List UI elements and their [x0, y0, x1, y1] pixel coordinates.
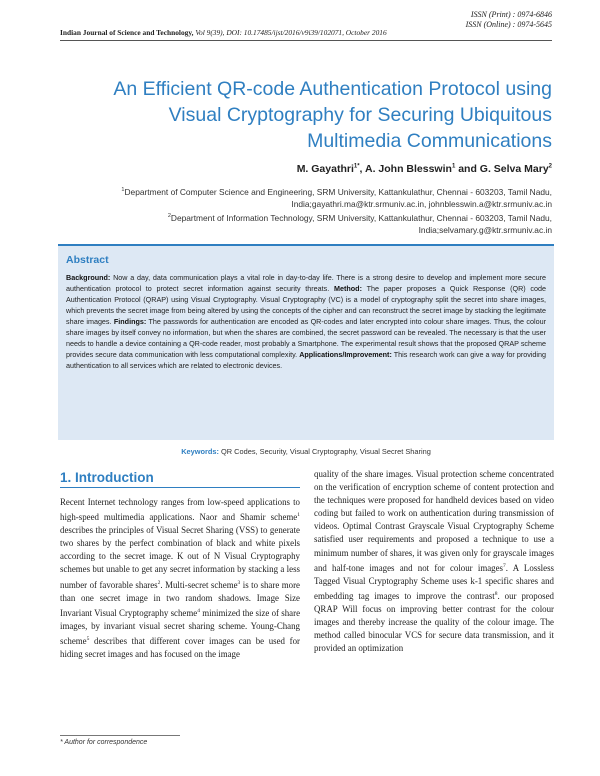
author-name: M. Gayathri: [296, 163, 354, 175]
keywords-line: [58, 447, 554, 456]
paper-title: An Efficient QR-code Authentication Protocol using Visual Cryptography for Securing Ubiquitous Multimedia Communications: [113, 78, 552, 152]
journal-name: Indian Journal of Science and Technology,: [60, 28, 194, 37]
citation-mark: 7: [503, 562, 506, 569]
issn-online: ISSN (Online) : 0974-5645: [465, 20, 552, 29]
citation-mark: 1: [297, 512, 300, 519]
affiliation-1: [112, 184, 552, 210]
intro-text: describes the principles of Visual Secret Sharing (VSS) to generate two shares by the perfect combination of black and white pixels according to the secret image. K out of N Visual Cryptography schemes but unable to get any secret information by stacking a less number of favorable shares: [60, 525, 300, 590]
author-mark: 1*: [353, 163, 360, 170]
abstract-body: [66, 272, 546, 371]
method-text: The paper proposes a Quick Response (QR) code Authentication Protocol (QRAP) using Visual Cryptography. Visual Cryptography (VC) is a model of cryptography split the secret into share images, which prevents the secret image from being altered by using the concepts of the cipher and can reconstruct the secret image by stacking the legitimate share images.: [66, 284, 546, 326]
affil-text: Department of Computer Science and Engineering, SRM University, Kattankulathur, Chennai - 603203, Tamil Nadu, India;gayathri.ma@ktr.srmuniv.ac.in, johnblesswin.a@ktr.srmuniv.ac.in: [124, 186, 552, 209]
journal-citation: [60, 28, 460, 37]
affil-mark: 2: [167, 212, 171, 219]
intro-text: . A Lossless Tagged Visual Cryptography Scheme uses k-1 specific shares and embedding tag images to improve the contrast: [314, 562, 554, 601]
intro-text: Recent Internet technology ranges from low-speed applications to high-speed multimedia applications. Naor and Shamir scheme: [60, 497, 300, 523]
background-label: Background:: [66, 273, 111, 282]
findings-text: The passwords for authentication are encoded as QR-codes and later encrypted into colour share images. Thus, the colour share images by itself convey no information, but when the shares are combined, the secret password can be revealed. The necessary is that the user needs to handle a device containing a QR-code reader, most probably a Smartphone. The experimental result shows that the proposed QRAP scheme provides secure data communication with less computational complexity.: [66, 317, 546, 359]
introduction-heading: 1. Introduction: [60, 470, 300, 488]
header-divider: [60, 40, 552, 41]
affil-text: Department of Information Technology, SRM University, Kattankulathur, Chennai - 603203, Tamil Nadu, India;selvamary.g@ktr.srmuniv.ac.in: [170, 212, 552, 235]
citation-mark: 4: [197, 607, 200, 614]
issn-print: ISSN (Print) : 0974-6846: [470, 10, 552, 19]
intro-text: is to share more than one secret image in two random shadows. Image Size Invariant Visual Cryptography scheme: [60, 579, 300, 618]
intro-right-column: [314, 468, 554, 655]
applications-label: Applications/Improvement:: [299, 350, 392, 359]
author-name: and G. Selva Mary: [455, 163, 549, 175]
background-text: Now a day, data communication plays a vital role in day-to-day life. There is a strong desire to develop and implement more secure authentication protocol to protect secret information against security threats.: [66, 273, 546, 293]
correspondence-footnote: * Author for correspondence: [60, 739, 148, 746]
journal-meta: Vol 9(39), DOI: 10.17485/ijst/2016/v9i39/102071, October 2016: [193, 28, 387, 37]
citation-mark: 2: [157, 579, 161, 586]
method-label: Method:: [334, 284, 362, 293]
abstract-heading: Abstract: [66, 254, 109, 266]
keywords-text: QR Codes, Security, Visual Cryptography, Visual Secret Sharing: [218, 447, 431, 456]
applications-text: This research work can give a way for providing authentication to all services which are related to electronic devices.: [66, 350, 546, 370]
affil-mark: 1: [121, 187, 125, 193]
intro-left-column: [60, 496, 300, 661]
author-list: [297, 163, 552, 175]
intro-text: . Multi-secret scheme: [160, 579, 238, 590]
intro-text: minimized the size of share images, by invariant visual secret sharing scheme. Young-Chang scheme: [60, 607, 301, 646]
footnote-divider: [60, 735, 180, 736]
issn-block: [466, 10, 552, 30]
author-mark: 2: [548, 163, 552, 170]
affiliations: [112, 184, 552, 236]
author-name: , A. John Blesswin: [359, 163, 452, 175]
citation-mark: 5: [86, 635, 90, 642]
keywords-label: Keywords:: [181, 447, 219, 456]
affiliation-2: [112, 210, 552, 236]
citation-mark: 8: [494, 590, 498, 597]
findings-label: Findings:: [113, 317, 147, 326]
citation-mark: 3: [237, 579, 241, 586]
abstract-box: [58, 244, 554, 440]
intro-text: . our proposed QRAP Will focus on improving better contrast for the colour images and thereby increase the quality of the colour image. The method called binocular VCS for secure data transmission, and it provided an optimization: [314, 590, 554, 654]
author-mark: 1: [451, 163, 456, 170]
intro-text: quality of the share images. Visual protection scheme concentrated on the verification of encryption scheme of content protection and the techniques were proposed for handheld devices based on video coding but failed to work on authentication during transmission of videos. Optimal Contrast Grayscale Visual Cryptography Scheme satisfied user requirements and proposed a technique to use a minimum number of shares, it was given only for grayscale images and half-tone images and not for colour images: [314, 469, 554, 573]
intro-text: describes that different cover images can be used for hiding secret images and has focused on the image: [60, 635, 300, 659]
